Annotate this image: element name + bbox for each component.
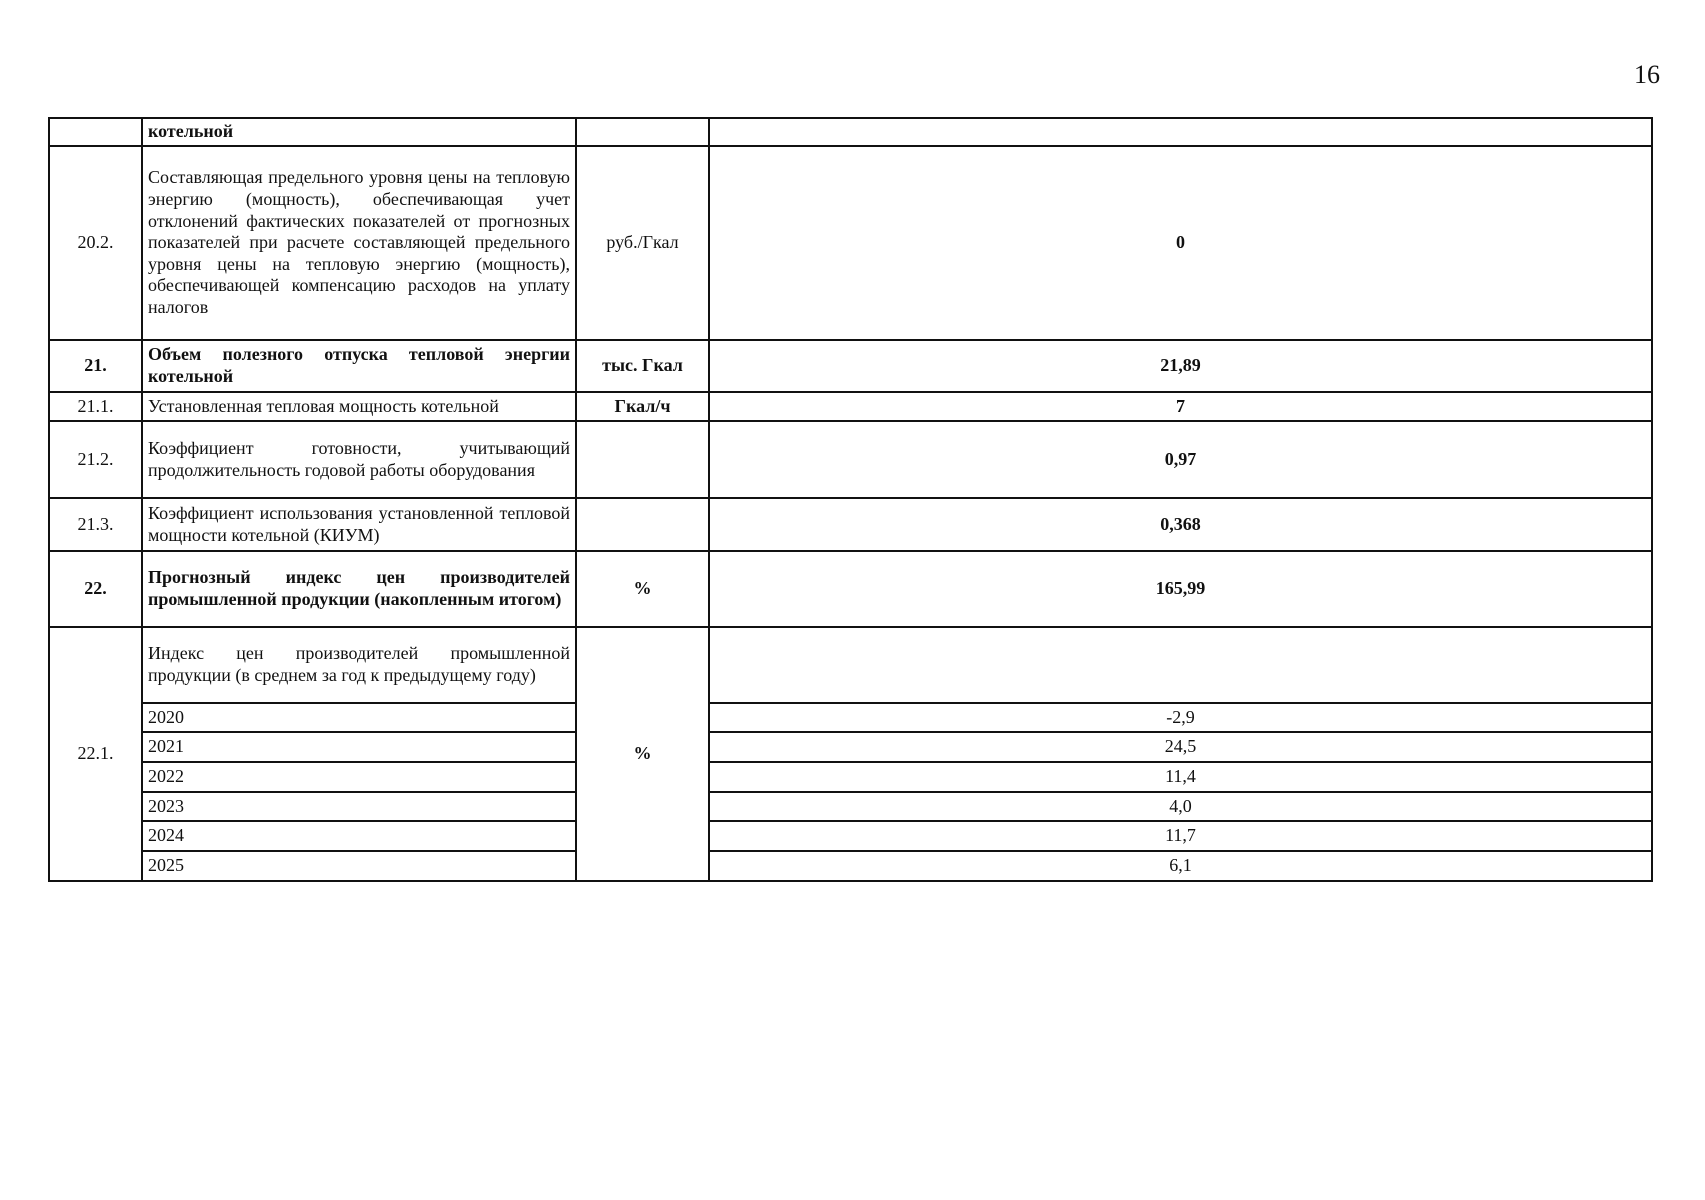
row-value: 165,99 xyxy=(709,551,1652,627)
row-unit: % xyxy=(576,551,709,627)
year-cell: 2021 xyxy=(142,732,576,762)
table-row xyxy=(49,551,1652,627)
row-number: 22.1. xyxy=(49,627,142,881)
row-value: 0,368 xyxy=(709,498,1652,551)
year-value: 24,5 xyxy=(709,732,1652,762)
table-row xyxy=(49,732,1652,762)
year-cell: 2024 xyxy=(142,821,576,851)
table-row xyxy=(49,118,1652,146)
row-name: Установленная тепловая мощность котельной xyxy=(142,392,576,421)
row-value xyxy=(709,118,1652,146)
year-value: -2,9 xyxy=(709,703,1652,732)
page-number: 16 xyxy=(1634,60,1660,89)
row-value: 0,97 xyxy=(709,421,1652,498)
row-number: 21.3. xyxy=(49,498,142,551)
table-row xyxy=(49,851,1652,881)
row-value: 7 xyxy=(709,392,1652,421)
row-name: Прогнозный индекс цен производителей промышленной продукции (накопленным итогом) xyxy=(142,551,576,627)
table-row xyxy=(49,392,1652,421)
row-number: 21. xyxy=(49,340,142,392)
row-unit xyxy=(576,498,709,551)
row-unit: Гкал/ч xyxy=(576,392,709,421)
row-number xyxy=(49,118,142,146)
row-unit xyxy=(576,421,709,498)
table-row xyxy=(49,498,1652,551)
year-value: 11,7 xyxy=(709,821,1652,851)
row-unit: руб./Гкал xyxy=(576,146,709,340)
table-row xyxy=(49,146,1652,340)
row-unit: % xyxy=(576,627,709,881)
year-cell: 2022 xyxy=(142,762,576,792)
year-cell: 2020 xyxy=(142,703,576,732)
row-name: Коэффициент использования установленной тепловой мощности котельной (КИУМ) xyxy=(142,498,576,551)
row-name: Индекс цен производителей промышленной продукции (в среднем за год к предыдущему году) xyxy=(142,627,576,703)
row-number: 20.2. xyxy=(49,146,142,340)
table-row xyxy=(49,792,1652,821)
indicators-table xyxy=(48,117,1653,882)
year-value: 11,4 xyxy=(709,762,1652,792)
row-name: Объем полезного отпуска тепловой энергии котельной xyxy=(142,340,576,392)
row-value: 21,89 xyxy=(709,340,1652,392)
row-number: 21.1. xyxy=(49,392,142,421)
row-unit xyxy=(576,118,709,146)
table-row xyxy=(49,821,1652,851)
row-name: Составляющая предельного уровня цены на тепловую энергию (мощность), обеспечивающая учет отклонений фактических показателей от прогнозных показателей при расчете составляющей предельного уровня цены на тепловую энергию (мощность), обеспечивающей компенсацию расходов на уплату налогов xyxy=(142,146,576,340)
row-number: 21.2. xyxy=(49,421,142,498)
table-row xyxy=(49,627,1652,703)
year-cell: 2023 xyxy=(142,792,576,821)
year-value: 4,0 xyxy=(709,792,1652,821)
row-name: котельной xyxy=(142,118,576,146)
year-cell: 2025 xyxy=(142,851,576,881)
row-number: 22. xyxy=(49,551,142,627)
table-row xyxy=(49,703,1652,732)
row-name: Коэффициент готовности, учитывающий продолжительность годовой работы оборудования xyxy=(142,421,576,498)
row-unit: тыс. Гкал xyxy=(576,340,709,392)
table-row xyxy=(49,762,1652,792)
row-value xyxy=(709,627,1652,703)
table-row xyxy=(49,421,1652,498)
row-value: 0 xyxy=(709,146,1652,340)
year-value: 6,1 xyxy=(709,851,1652,881)
table-row xyxy=(49,340,1652,392)
